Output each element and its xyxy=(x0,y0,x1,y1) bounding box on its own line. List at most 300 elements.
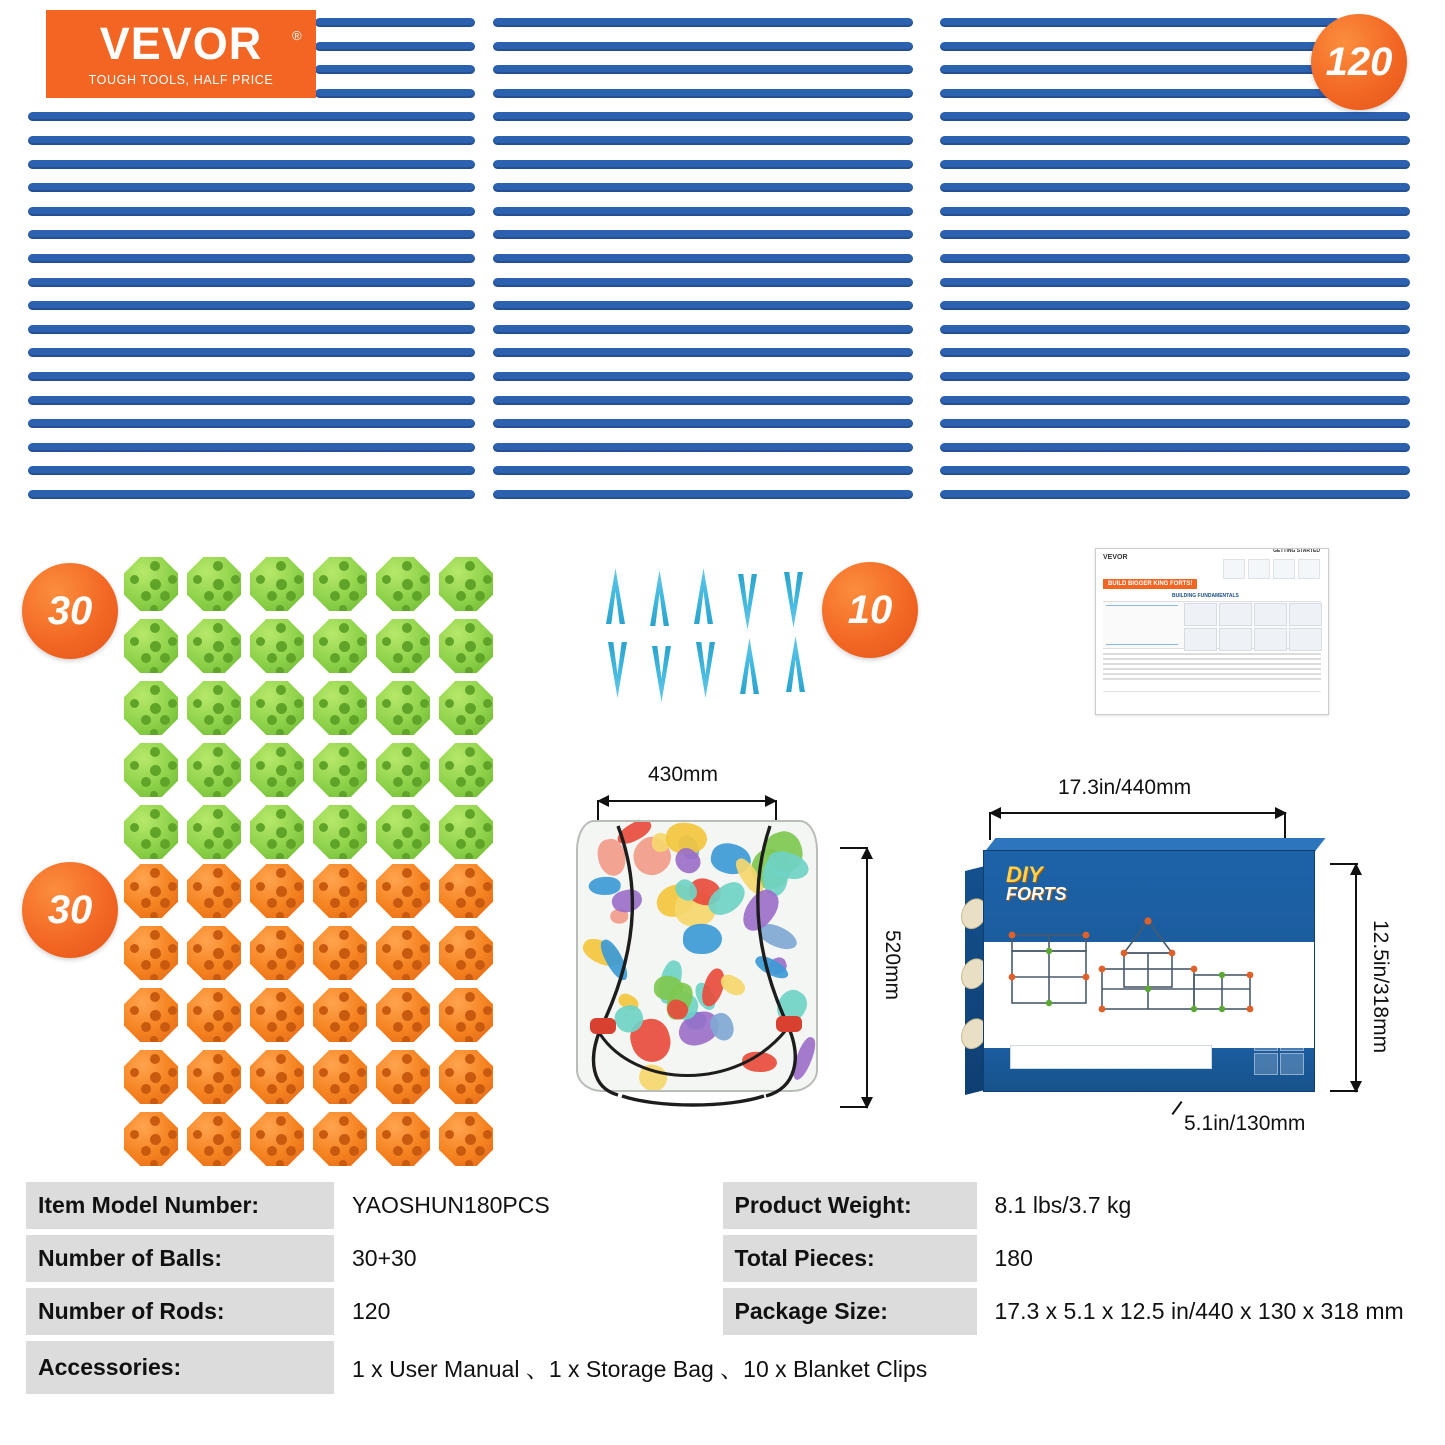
green-connector-ball xyxy=(122,741,180,799)
box-logo-line1: DIY xyxy=(1006,862,1043,887)
ball-hole xyxy=(465,1036,473,1044)
ball-hole xyxy=(276,809,286,819)
ball-body xyxy=(313,805,367,859)
ball-hole xyxy=(402,853,410,861)
building-rod xyxy=(493,207,913,216)
ball-hole xyxy=(339,641,350,652)
ball-hole xyxy=(382,575,391,584)
ball-hole xyxy=(213,992,223,1002)
ball-hole xyxy=(294,1006,303,1015)
ball-hole xyxy=(382,944,391,953)
box-fort-illustration xyxy=(998,913,1298,1028)
ball-hole xyxy=(330,653,340,663)
ball-hole xyxy=(456,1022,466,1032)
ball-hole xyxy=(465,605,473,613)
spec-value-accessories: 1 x User Manual 、1 x Storage Bag 、10 x Blanket Clips xyxy=(352,1356,928,1382)
ball-body xyxy=(376,988,430,1042)
ball-hole xyxy=(420,637,429,646)
ball-hole xyxy=(276,930,286,940)
ball-hole xyxy=(339,1098,347,1106)
ball-hole xyxy=(231,637,240,646)
green-connector-ball xyxy=(437,555,495,613)
box-badge xyxy=(1280,1053,1304,1075)
manual-title: BUILD BIGGER KING FORTS! xyxy=(1103,579,1197,589)
ball-hole xyxy=(445,575,454,584)
ball-hole xyxy=(294,699,303,708)
building-rod xyxy=(28,230,475,239)
building-rod xyxy=(493,18,913,27)
ball-hole xyxy=(213,1116,223,1126)
ball-hole xyxy=(357,699,366,708)
building-rod xyxy=(940,301,1410,310)
ball-hole xyxy=(213,868,223,878)
ball-hole xyxy=(294,823,303,832)
logo-wordmark: VEVOR xyxy=(99,18,263,69)
green-connector-ball xyxy=(311,803,369,861)
ball-hole xyxy=(339,1072,350,1083)
ball-body xyxy=(124,557,178,611)
spec-label-model: Item Model Number: xyxy=(26,1182,334,1229)
badge-clip-count: 10 xyxy=(822,562,918,658)
ball-hole xyxy=(339,685,349,695)
building-rod xyxy=(493,254,913,263)
ball-hole xyxy=(286,1084,296,1094)
ball-hole xyxy=(465,667,473,675)
ball-hole xyxy=(339,930,349,940)
ball-hole xyxy=(276,605,284,613)
orange-connector-ball xyxy=(437,862,495,920)
ball-hole xyxy=(193,823,202,832)
ball-body xyxy=(187,557,241,611)
ball-hole xyxy=(276,729,284,737)
ball-hole xyxy=(141,1084,151,1094)
ball-hole xyxy=(330,1084,340,1094)
ball-hole xyxy=(160,715,170,725)
ball-body xyxy=(439,1112,493,1166)
ball-body xyxy=(439,864,493,918)
bag-height-label: 520mm xyxy=(881,930,904,1001)
ball-hole xyxy=(286,960,296,970)
ball-body xyxy=(250,619,304,673)
building-rod xyxy=(28,372,475,381)
blanket-clip xyxy=(606,568,625,624)
ball-hole xyxy=(483,699,492,708)
rod-column-middle xyxy=(493,18,913,513)
table-row xyxy=(26,1182,1419,1229)
spec-label-total-pieces: Total Pieces: xyxy=(723,1235,977,1282)
ball-hole xyxy=(294,637,303,646)
ball-hole xyxy=(357,882,366,891)
ball-hole xyxy=(330,1022,340,1032)
ball-hole xyxy=(420,1006,429,1015)
ball-hole xyxy=(339,623,349,633)
blanket-clip xyxy=(608,642,627,698)
ball-hole xyxy=(256,761,265,770)
ball-body xyxy=(124,743,178,797)
ball-hole xyxy=(223,839,233,849)
ball-hole xyxy=(402,948,413,959)
ball-hole xyxy=(456,898,466,908)
ball-hole xyxy=(475,591,485,601)
ball-hole xyxy=(150,729,158,737)
ball-hole xyxy=(204,777,214,787)
building-rod xyxy=(493,348,913,357)
ball-hole xyxy=(231,944,240,953)
ball-hole xyxy=(445,944,454,953)
ball-hole xyxy=(402,868,412,878)
ball-hole xyxy=(267,960,277,970)
green-connector-ball xyxy=(122,679,180,737)
orange-connector-ball xyxy=(374,862,432,920)
ball-hole xyxy=(193,575,202,584)
ball-hole xyxy=(456,1084,466,1094)
blanket-clip xyxy=(738,574,757,630)
ball-hole xyxy=(141,960,151,970)
ball-hole xyxy=(204,653,214,663)
manual-step-cell xyxy=(1184,628,1217,651)
ball-body xyxy=(439,743,493,797)
green-connector-ball xyxy=(437,803,495,861)
ball-body xyxy=(124,988,178,1042)
ball-hole xyxy=(168,1130,177,1139)
orange-connector-ball xyxy=(437,1048,495,1106)
ball-hole xyxy=(276,667,284,675)
ball-hole xyxy=(465,1072,476,1083)
ball-hole xyxy=(150,974,158,982)
ball-hole xyxy=(213,1010,224,1021)
manual-logo: VEVOR xyxy=(1103,554,1128,561)
ball-body xyxy=(250,681,304,735)
ball-hole xyxy=(223,1146,233,1156)
ball-hole xyxy=(483,1068,492,1077)
ball-hole xyxy=(223,960,233,970)
ball-hole xyxy=(339,886,350,897)
ball-hole xyxy=(357,637,366,646)
green-connector-ball xyxy=(311,679,369,737)
ball-hole xyxy=(465,729,473,737)
ball-hole xyxy=(150,1010,161,1021)
manual-step-cell xyxy=(1254,628,1287,651)
ball-hole xyxy=(231,699,240,708)
ball-hole xyxy=(256,823,265,832)
ball-hole xyxy=(150,992,160,1002)
ball-hole xyxy=(168,1006,177,1015)
blanket-clip xyxy=(694,568,713,624)
orange-connector-ball xyxy=(185,1048,243,1106)
spec-label-package-size: Package Size: xyxy=(723,1288,977,1335)
ball-hole xyxy=(231,1068,240,1077)
blanket-clip xyxy=(650,570,669,626)
ball-hole xyxy=(213,948,224,959)
ball-hole xyxy=(339,827,350,838)
ball-hole xyxy=(349,715,359,725)
ball-hole xyxy=(402,703,413,714)
ball-hole xyxy=(393,1084,403,1094)
ball-hole xyxy=(402,605,410,613)
ball-hole xyxy=(412,777,422,787)
ball-hole xyxy=(130,823,139,832)
ball-hole xyxy=(402,974,410,982)
retail-box xyxy=(965,840,1325,1095)
ball-hole xyxy=(402,930,412,940)
ball-hole xyxy=(141,1022,151,1032)
building-rod xyxy=(28,254,475,263)
ball-hole xyxy=(339,912,347,920)
ball-hole xyxy=(420,1130,429,1139)
ball-hole xyxy=(475,960,485,970)
ball-hole xyxy=(193,1006,202,1015)
ball-body xyxy=(439,805,493,859)
blanket-clip xyxy=(696,642,715,698)
ball-hole xyxy=(339,747,349,757)
ball-hole xyxy=(339,1134,350,1145)
ball-hole xyxy=(150,1134,161,1145)
ball-hole xyxy=(357,575,366,584)
ball-hole xyxy=(357,1130,366,1139)
ball-hole xyxy=(286,898,296,908)
ball-hole xyxy=(445,699,454,708)
bag-height-arrow xyxy=(866,848,868,1108)
ball-hole xyxy=(319,1006,328,1015)
ball-body xyxy=(313,1050,367,1104)
ball-hole xyxy=(349,1146,359,1156)
table-cell-pair-left xyxy=(26,1182,723,1229)
ball-hole xyxy=(456,715,466,725)
ball-hole xyxy=(160,898,170,908)
ball-hole xyxy=(339,1010,350,1021)
ball-hole xyxy=(402,747,412,757)
building-rod xyxy=(493,65,913,74)
box-badge xyxy=(1280,1029,1304,1051)
orange-connector-ball xyxy=(311,924,369,982)
ball-hole xyxy=(141,591,151,601)
orange-connector-ball xyxy=(374,986,432,1044)
building-rod xyxy=(28,466,475,475)
ball-hole xyxy=(150,886,161,897)
ball-hole xyxy=(357,823,366,832)
building-rod xyxy=(28,183,475,192)
ball-hole xyxy=(141,653,151,663)
table-row xyxy=(26,1288,1419,1335)
ball-hole xyxy=(465,703,476,714)
ball-hole xyxy=(168,637,177,646)
orange-connector-ball xyxy=(122,862,180,920)
orange-connector-ball xyxy=(311,1110,369,1168)
ball-body xyxy=(250,805,304,859)
building-rod xyxy=(940,18,1340,27)
ball-hole xyxy=(412,1084,422,1094)
ball-body xyxy=(313,619,367,673)
ball-hole xyxy=(276,1036,284,1044)
ball-hole xyxy=(276,1116,286,1126)
ball-hole xyxy=(402,667,410,675)
ball-hole xyxy=(276,1134,287,1145)
building-rod xyxy=(940,396,1410,405)
ball-body xyxy=(439,557,493,611)
ball-hole xyxy=(204,1146,214,1156)
ball-hole xyxy=(382,1068,391,1077)
ball-hole xyxy=(465,868,475,878)
building-rod xyxy=(493,419,913,428)
green-connector-ball xyxy=(248,555,306,613)
ball-hole xyxy=(393,1146,403,1156)
ball-body xyxy=(250,1112,304,1166)
building-rod xyxy=(315,89,475,98)
building-rod xyxy=(940,348,1410,357)
ball-hole xyxy=(402,992,412,1002)
building-rod xyxy=(28,278,475,287)
ball-hole xyxy=(412,1022,422,1032)
ball-hole xyxy=(357,944,366,953)
blanket-clip xyxy=(740,638,759,694)
ball-hole xyxy=(276,912,284,920)
orange-connector-ball xyxy=(248,862,306,920)
blanket-clip xyxy=(786,636,805,692)
ball-hole xyxy=(294,882,303,891)
ball-hole xyxy=(267,591,277,601)
ball-hole xyxy=(130,944,139,953)
ball-hole xyxy=(330,898,340,908)
ball-hole xyxy=(339,605,347,613)
ball-hole xyxy=(382,882,391,891)
table-row xyxy=(26,1341,1419,1394)
ball-hole xyxy=(339,579,350,590)
ball-hole xyxy=(319,1068,328,1077)
ball-hole xyxy=(204,898,214,908)
ball-hole xyxy=(150,809,160,819)
ball-hole xyxy=(150,1098,158,1106)
ball-hole xyxy=(319,575,328,584)
orange-connector-ball xyxy=(185,986,243,1044)
table-cell-pair-left xyxy=(26,1288,723,1335)
spec-value-package-size: 17.3 x 5.1 x 12.5 in/440 x 130 x 318 mm xyxy=(994,1298,1404,1324)
ball-hole xyxy=(475,777,485,787)
table-cell-pair-right xyxy=(723,1235,1420,1282)
storage-bag xyxy=(548,820,838,1110)
ball-hole xyxy=(339,853,347,861)
building-rod xyxy=(940,112,1410,121)
ball-hole xyxy=(393,653,403,663)
ball-hole xyxy=(130,637,139,646)
ball-body xyxy=(124,926,178,980)
building-rod xyxy=(493,466,913,475)
manual-thumb xyxy=(1223,559,1245,579)
ball-hole xyxy=(160,839,170,849)
ball-hole xyxy=(294,1068,303,1077)
ball-hole xyxy=(357,1006,366,1015)
ball-hole xyxy=(412,1146,422,1156)
ball-hole xyxy=(445,882,454,891)
ball-hole xyxy=(382,699,391,708)
ball-hole xyxy=(213,667,221,675)
ball-hole xyxy=(330,1146,340,1156)
ball-hole xyxy=(193,882,202,891)
box-info-strip xyxy=(1010,1045,1212,1069)
ball-hole xyxy=(160,777,170,787)
ball-hole xyxy=(294,944,303,953)
ball-hole xyxy=(276,853,284,861)
orange-connector-ball xyxy=(248,1048,306,1106)
ball-hole xyxy=(150,853,158,861)
ball-hole xyxy=(150,1160,158,1168)
ball-hole xyxy=(276,1098,284,1106)
green-connector-ball xyxy=(311,741,369,799)
ball-body xyxy=(376,681,430,735)
ball-body xyxy=(313,988,367,1042)
ball-hole xyxy=(276,623,286,633)
manual-step-cell xyxy=(1219,628,1252,651)
ball-hole xyxy=(349,777,359,787)
ball-hole xyxy=(193,1130,202,1139)
building-rod xyxy=(940,466,1410,475)
ball-hole xyxy=(150,667,158,675)
manual-step-cell xyxy=(1289,628,1322,651)
ball-hole xyxy=(160,653,170,663)
badge-green-ball-count: 30 xyxy=(22,563,118,659)
ball-hole xyxy=(339,561,349,571)
ball-hole xyxy=(168,944,177,953)
ball-hole xyxy=(267,1084,277,1094)
box-width-tick-left xyxy=(989,812,991,840)
ball-body xyxy=(439,619,493,673)
ball-hole xyxy=(223,1084,233,1094)
ball-hole xyxy=(420,944,429,953)
ball-hole xyxy=(402,729,410,737)
ball-body xyxy=(313,1112,367,1166)
ball-hole xyxy=(475,1146,485,1156)
manual-thumb xyxy=(1273,559,1295,579)
green-connector-ball xyxy=(122,803,180,861)
ball-hole xyxy=(150,827,161,838)
ball-hole xyxy=(276,791,284,799)
building-rod xyxy=(28,490,475,499)
ball-hole xyxy=(483,944,492,953)
orange-connector-ball xyxy=(185,1110,243,1168)
ball-hole xyxy=(412,653,422,663)
ball-body xyxy=(439,1050,493,1104)
ball-hole xyxy=(349,960,359,970)
ball-hole xyxy=(339,729,347,737)
ball-hole xyxy=(475,839,485,849)
building-rod xyxy=(28,348,475,357)
ball-hole xyxy=(223,653,233,663)
ball-hole xyxy=(319,761,328,770)
ball-body xyxy=(313,681,367,735)
building-rod xyxy=(493,278,913,287)
building-rod xyxy=(940,160,1410,169)
ball-hole xyxy=(213,605,221,613)
blanket-clip xyxy=(652,646,671,702)
ball-hole xyxy=(357,1068,366,1077)
ball-hole xyxy=(130,575,139,584)
ball-hole xyxy=(276,685,286,695)
ball-body xyxy=(313,864,367,918)
ball-hole xyxy=(339,1036,347,1044)
ball-hole xyxy=(330,777,340,787)
building-rod xyxy=(940,254,1410,263)
spec-value-balls: 30+30 xyxy=(352,1245,417,1271)
ball-hole xyxy=(213,791,221,799)
ball-hole xyxy=(204,960,214,970)
ball-hole xyxy=(456,777,466,787)
ball-hole xyxy=(465,912,473,920)
green-connector-ball xyxy=(248,679,306,737)
ball-hole xyxy=(420,823,429,832)
ball-hole xyxy=(168,823,177,832)
ball-hole xyxy=(267,839,277,849)
ball-hole xyxy=(276,1054,286,1064)
ball-hole xyxy=(256,637,265,646)
